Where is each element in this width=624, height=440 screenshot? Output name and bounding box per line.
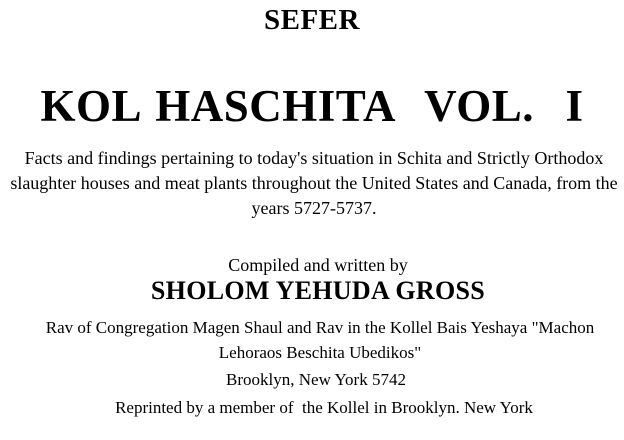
compiled-by-label: Compiled and written by — [228, 255, 408, 275]
book-title: KOL HASCHITA VOL. I — [40, 81, 584, 131]
sefer-label: SEFER — [264, 4, 360, 36]
reprint-note: Reprinted by a member of the Kollel in Brooklyn. New York — [115, 398, 533, 417]
publication-location: Brooklyn, New York 5742 — [226, 370, 406, 389]
book-description: Facts and findings pertaining to today's situation in Schita and Strictly Orthodox slaughter houses and meat plants throughout the United States and Canada, from the years 5727-5737. — [10, 148, 618, 218]
author-title: Rav of Congregation Magen Shaul and Rav in the Kollel Bais Yeshaya "Machon Lehoraos Beschita Ubedikos" — [45, 318, 595, 362]
author-name: SHOLOM YEHUDA GROSS — [150, 276, 486, 305]
